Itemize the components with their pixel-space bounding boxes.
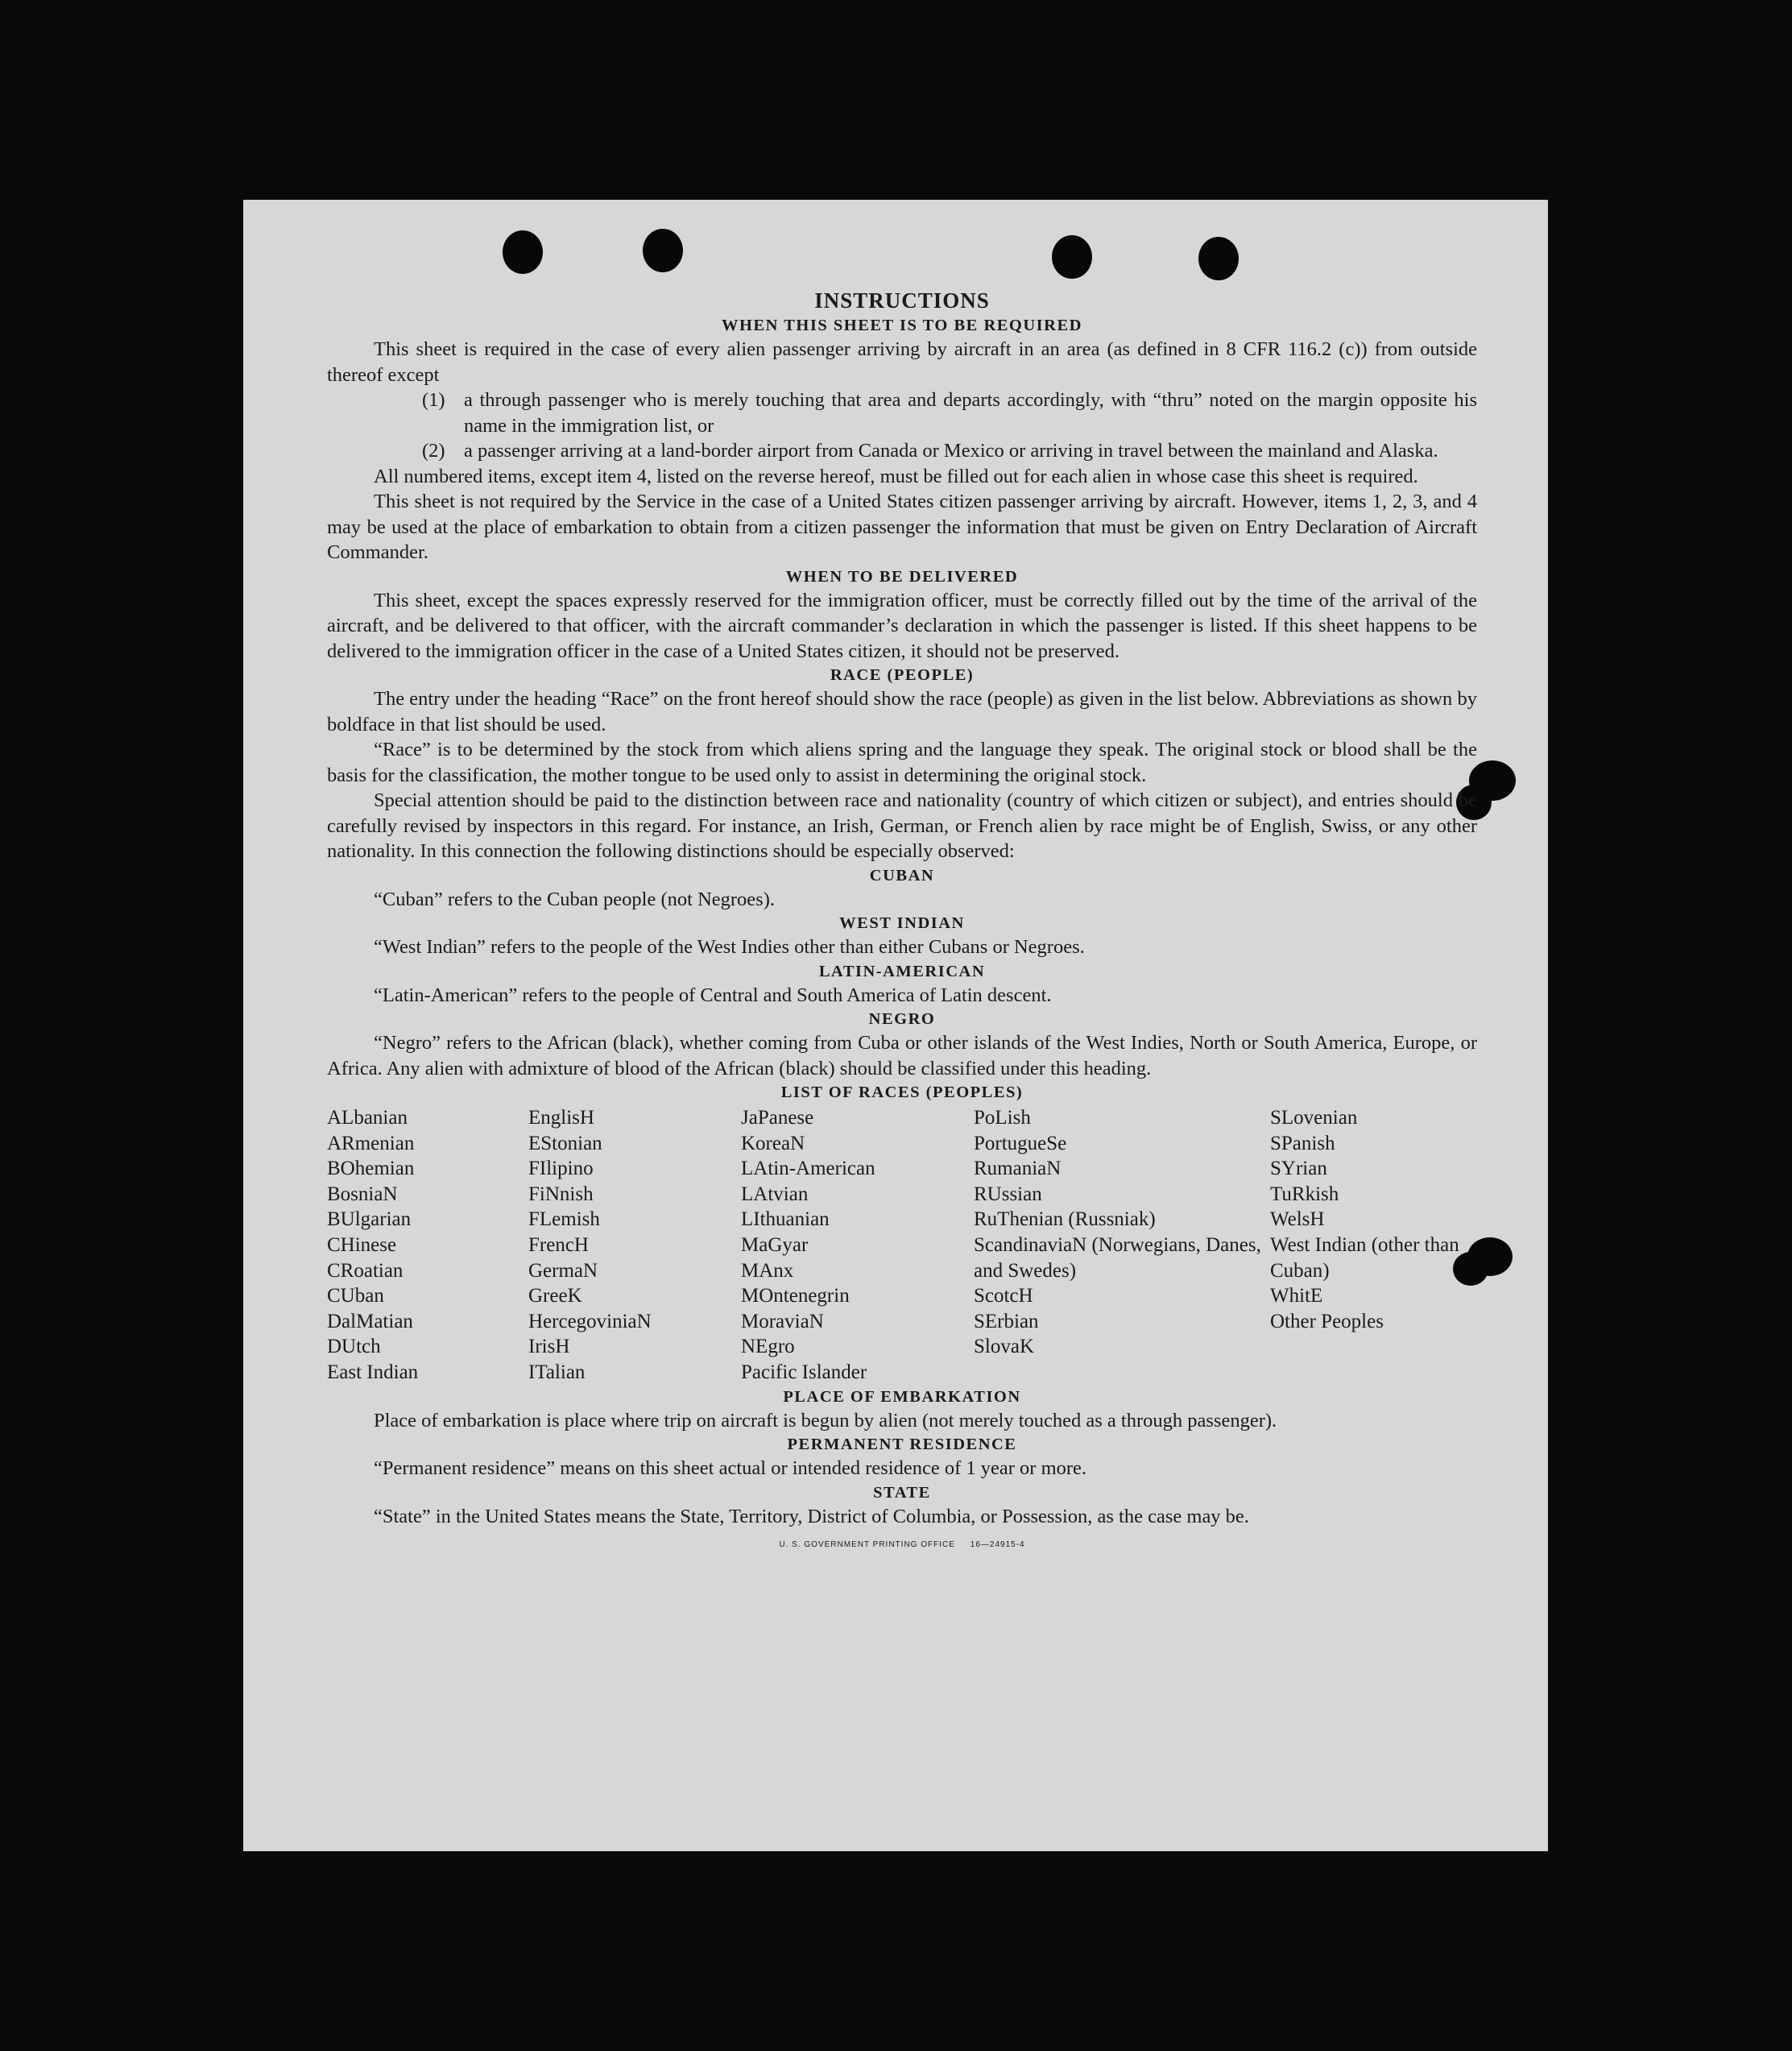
race-entry: FrencH [528,1233,589,1256]
section-heading: WEST INDIAN [839,914,965,932]
paragraph: “Cuban” refers to the Cuban people (not Negroes). [374,888,775,910]
race-entry: ScotcH [974,1285,1033,1307]
races-column [974,1105,1270,1386]
race-entry: ARmenian [327,1132,415,1154]
race-entry: MAnx [741,1259,794,1282]
race-entry: BosniaN [327,1183,398,1205]
race-entry: EStonian [528,1132,602,1154]
section-heading: LATIN-AMERICAN [818,962,986,980]
race-entry: IrisH [528,1336,570,1358]
race-entry: KoreaN [741,1132,805,1154]
paragraph: “Race” is to be determined by the stock from which aliens spring and the language they speak. The original stock or blood shall be the basis for the classification, the mother tongue to be used only to assist in determining the original stock. [327,739,1477,786]
paragraph: Place of embarkation is place where trip on aircraft is begun by alien (not merely touched as a through passenger). [374,1409,1277,1432]
race-entry: LAtin-American [741,1158,875,1180]
section-heading: CUBAN [869,866,935,885]
race-entry: SLovenian [1270,1107,1358,1129]
page-title: INSTRUCTIONS [814,288,990,313]
race-entry: JaPanese [741,1107,814,1129]
paragraph: “Negro” refers to the African (black), whether coming from Cuba or other islands of the West Indies, North or South America, Europe, or Africa. Any alien with admixture of blood of the African (black) should be classified under this heading. [327,1032,1477,1079]
race-entry: DalMatian [327,1310,413,1332]
item-text: a passenger arriving at a land-border airport from Canada or Mexico or arriving in travel between the mainland and Alaska. [464,440,1438,462]
paragraph: “State” in the United States means the State, Territory, District of Columbia, or Possession, as the case may be. [374,1505,1249,1527]
section-heading: WHEN THIS SHEET IS TO BE REQUIRED [722,317,1082,334]
race-entry: CHinese [327,1233,397,1256]
race-entry: MaGyar [741,1233,809,1256]
punch-hole [1052,235,1092,279]
section-heading: PLACE OF EMBARKATION [783,1387,1021,1406]
race-entry: ALbanian [327,1107,408,1129]
section-heading: LIST OF RACES (PEOPLES) [780,1084,1024,1101]
race-entry: PoLish [974,1107,1031,1129]
race-entry: BUlgarian [327,1208,412,1231]
races-column [327,1105,528,1386]
section-heading: NEGRO [868,1010,936,1028]
race-entry: DUtch [327,1336,381,1358]
race-entry: FLemish [528,1208,600,1231]
section-heading: RACE (PEOPLE) [830,666,975,684]
race-entry: MOntenegrin [741,1285,850,1307]
race-entry: EnglisH [528,1107,594,1129]
race-entry: RuThenian (Russniak) [974,1208,1156,1231]
race-entry: ITalian [528,1361,586,1383]
paragraph: This sheet is not required by the Service in the case of a United States citizen passenger arriving by aircraft. However, items 1, 2, 3, and 4 may be used at the place of embarkation to obtain from a citizen passenger the information that must be given on Entry Declaration of Aircraft Commander. [327,491,1477,563]
instruction-sheet [243,200,1548,1851]
paragraph: All numbered items, except item 4, listed on the reverse hereof, must be filled out for each alien in whose case this sheet is required. [374,465,1418,487]
race-entry: GermaN [528,1259,598,1282]
race-entry: ScandinaviaN (Norwegians, Danes, and Swedes) [974,1233,1261,1282]
item-number: (2) [422,440,445,462]
race-entry: RUssian [974,1183,1042,1205]
race-entry: GreeK [528,1285,582,1307]
race-entry: CUban [327,1285,384,1307]
section-heading: STATE [873,1483,931,1502]
punch-hole [503,230,543,274]
race-entry: West Indian (other than Cuban) [1270,1233,1459,1282]
punch-hole [643,229,683,272]
instructions-body [327,287,1477,1558]
race-entry: WhitE [1270,1285,1323,1307]
race-entry: TuRkish [1270,1183,1339,1205]
paragraph: This sheet is required in the case of every alien passenger arriving by aircraft in an area (as defined in 8 CFR 116.2 (c)) from outside thereof except [327,338,1477,386]
item-number: (1) [422,389,445,411]
paragraph: The entry under the heading “Race” on the front hereof should show the race (people) as given in the list below. Abbreviations as shown by boldface in that list should be used. [327,688,1477,735]
race-entry: HercegoviniaN [528,1310,652,1332]
race-entry: RumaniaN [974,1158,1062,1180]
race-entry: Other Peoples [1270,1310,1384,1332]
paragraph: “West Indian” refers to the people of the West Indies other than either Cubans or Negroes. [374,936,1085,958]
race-entry: FIlipino [528,1158,594,1180]
paragraph: “Permanent residence” means on this sheet actual or intended residence of 1 year or more. [374,1457,1087,1480]
races-column [741,1105,974,1386]
race-entry: NEgro [741,1336,795,1358]
race-entry: Pacific Islander [741,1361,867,1383]
exception-item [327,438,1477,464]
race-entry: LIthuanian [741,1208,830,1231]
races-column [528,1105,741,1386]
race-entry: CRoatian [327,1259,404,1282]
races-column [1270,1105,1477,1386]
race-entry: WelsH [1270,1208,1325,1231]
printer-imprint: U. S. GOVERNMENT PRINTING OFFICE 16—24915-4 [779,1540,1025,1550]
section-heading: PERMANENT RESIDENCE [787,1436,1017,1454]
race-entry: PortugueSe [974,1132,1067,1154]
race-entry: LAtvian [741,1183,809,1205]
punch-hole [1198,237,1239,280]
race-entry: SYrian [1270,1158,1327,1180]
item-text: a through passenger who is merely touching that area and departs accordingly, with “thru” noted on the margin opposite his name in the immigration list, or [464,389,1477,437]
race-entry: BOhemian [327,1158,415,1180]
paragraph: Special attention should be paid to the distinction between race and nationality (country of which citizen or subject), and entries should be carefully revised by inspectors in this regard. For instance, an Irish, German, or French alien by race might be of English, Swiss, or any other nationality. In this connection the following distinctions should be especially observed: [327,789,1477,862]
race-entry: SErbian [974,1310,1039,1332]
races-list [327,1105,1477,1386]
section-heading: WHEN TO BE DELIVERED [785,567,1019,586]
exception-item [327,387,1477,438]
race-entry: East Indian [327,1361,419,1383]
race-entry: MoraviaN [741,1310,824,1332]
race-entry: SlovaK [974,1336,1034,1358]
race-entry: FiNnish [528,1183,594,1205]
paragraph: “Latin-American” refers to the people of Central and South America of Latin descent. [374,984,1052,1006]
paragraph: This sheet, except the spaces expressly reserved for the immigration officer, must be correctly filled out by the time of the arrival of the aircraft, and be delivered to that officer, with the aircraft commander’s declaration in which the passenger is listed. If this sheet happens to be delivered to the immigration officer in the case of a United States citizen, it should not be preserved. [327,589,1477,662]
race-entry: SPanish [1270,1132,1335,1154]
